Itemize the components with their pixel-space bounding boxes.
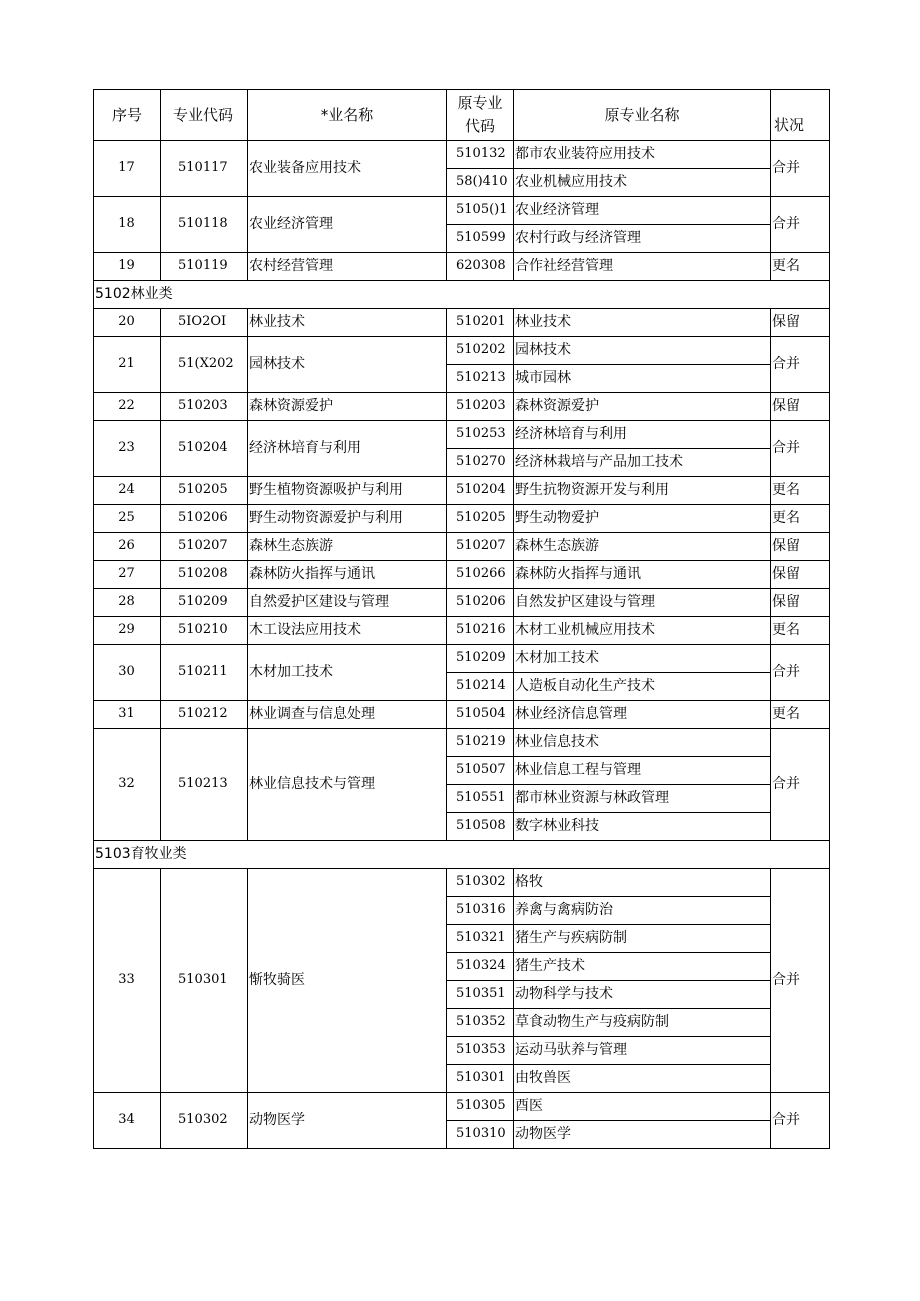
table-rule-vertical [93,89,94,140]
row-program-name: 惭牧骑医 [249,972,305,988]
orig-name: 木材加工技术 [515,650,599,666]
table-rule-horizontal [446,812,771,813]
table-rule-vertical [160,728,161,840]
table-rule-vertical [446,532,447,560]
table-rule-vertical [770,588,771,616]
table-rule-vertical [829,280,830,308]
row-status: 合并 [772,1112,800,1128]
table-rule-vertical [829,840,830,868]
row-program-name: 林业技术 [249,314,305,330]
table-rule-horizontal [93,728,830,729]
table-rule-horizontal [446,168,771,169]
orig-name: 野生动物爱护 [515,510,599,526]
row-seq: 32 [118,776,135,791]
orig-code: 510206 [456,594,506,609]
header-orig-code-line1: 原专业 [457,94,503,112]
row-code: 510205 [178,482,228,497]
table-rule-vertical [513,476,514,504]
orig-name: 园林技术 [515,342,571,358]
table-rule-vertical [829,616,830,644]
table-rule-horizontal [446,896,771,897]
table-rule-horizontal [446,224,771,225]
table-rule-vertical [513,532,514,560]
header-name: *业名称 [320,106,374,124]
row-code: 510211 [178,664,228,679]
orig-name: 农业机械应用技术 [515,174,627,190]
table-rule-vertical [247,700,248,728]
row-seq: 31 [118,706,135,721]
row-status: 保留 [772,314,800,330]
orig-name: 自然发护区建设与管理 [515,594,655,610]
row-status: 合并 [772,160,800,176]
table-rule-vertical [446,476,447,504]
row-code: 510212 [178,706,228,721]
row-seq: 19 [118,258,135,273]
table-rule-vertical [160,700,161,728]
table-rule-vertical [829,1092,830,1148]
row-seq: 24 [118,482,135,497]
orig-code: 620308 [456,258,506,273]
table-rule-vertical [160,420,161,476]
row-seq: 23 [118,440,135,455]
orig-code: 510504 [456,706,506,721]
table-rule-vertical [160,504,161,532]
table-rule-vertical [513,616,514,644]
table-rule-vertical [770,560,771,588]
orig-code: 510216 [456,622,506,637]
row-status: 合并 [772,664,800,680]
orig-code: 510599 [456,230,506,245]
table-rule-vertical [770,308,771,336]
orig-code: 510213 [456,370,506,385]
header-code: 专业代码 [172,106,233,124]
orig-code: 510132 [456,146,506,161]
row-program-name: 森林防火指挥与通讯 [249,566,375,582]
table-rule-vertical [247,420,248,476]
row-seq: 26 [118,538,135,553]
table-rule-vertical [446,252,447,280]
table-rule-vertical [160,476,161,504]
table-rule-horizontal [446,672,771,673]
table-rule-vertical [770,392,771,420]
table-rule-horizontal [93,308,830,309]
row-program-name: 园林技术 [249,356,305,372]
row-code: 510213 [178,776,228,791]
table-rule-vertical [446,560,447,588]
table-rule-vertical [829,504,830,532]
orig-code: 510209 [456,650,506,665]
table-rule-vertical [247,140,248,196]
row-code: 510119 [178,258,228,273]
row-seq: 20 [118,314,135,329]
orig-name: 林业技术 [515,314,571,330]
table-rule-horizontal [93,532,830,533]
table-rule-horizontal [93,588,830,589]
row-status: 更名 [772,258,800,274]
table-rule-vertical [160,392,161,420]
orig-code: 510324 [456,958,506,973]
row-seq: 30 [118,664,135,679]
orig-name: 合作社经营管理 [515,258,613,274]
row-code: 510210 [178,622,228,637]
table-rule-vertical [160,252,161,280]
orig-code: 510266 [456,566,506,581]
orig-name: 森林资源爱护 [515,398,599,414]
table-rule-vertical [247,196,248,252]
table-rule-horizontal [93,644,830,645]
row-code: 510204 [178,440,228,455]
row-program-name: 林业信息技术与管理 [249,776,375,792]
header-orig-code-line2: 代码 [464,117,495,135]
row-status: 保留 [772,538,800,554]
table-rule-horizontal [93,280,830,281]
row-status: 合并 [772,972,800,988]
table-rule-vertical [247,644,248,700]
orig-name: 都市林业资源与林政管理 [515,790,669,806]
orig-code: 510551 [456,790,506,805]
orig-code: 510507 [456,762,506,777]
section-title: 5102林业类 [95,286,173,302]
table-rule-vertical [160,532,161,560]
row-code: 510118 [178,216,228,231]
table-rule-vertical [829,252,830,280]
orig-name: 人造板自动化生产技术 [515,678,655,694]
table-rule-vertical [93,840,94,868]
table-rule-horizontal [93,616,830,617]
row-code: 51(X202 [178,356,234,371]
orig-name: 动物医学 [515,1126,571,1142]
table-rule-vertical [770,252,771,280]
section-title: 5103育牧业类 [95,846,187,862]
orig-code: 510214 [456,678,506,693]
orig-code: 510207 [456,538,506,553]
table-rule-vertical [446,392,447,420]
row-status: 合并 [772,776,800,792]
table-rule-horizontal [93,840,830,841]
orig-name: 森林生态族游 [515,538,599,554]
table-rule-horizontal [446,1064,771,1065]
row-status: 保留 [772,398,800,414]
table-rule-vertical [247,616,248,644]
row-seq: 17 [118,160,135,175]
table-rule-vertical [513,252,514,280]
table-rule-vertical [829,420,830,476]
table-rule-horizontal [446,1036,771,1037]
row-code: 510117 [178,160,228,175]
row-seq: 22 [118,398,135,413]
table-rule-vertical [446,700,447,728]
table-rule-vertical [160,196,161,252]
orig-code: 510351 [456,986,506,1001]
table-rule-vertical [160,1092,161,1148]
table-rule-horizontal [93,89,830,90]
row-code: 510209 [178,594,228,609]
table-rule-horizontal [446,924,771,925]
table-rule-vertical [247,504,248,532]
table-rule-vertical [513,308,514,336]
table-rule-vertical [160,588,161,616]
orig-code: 510305 [456,1098,506,1113]
orig-code: 510270 [456,454,506,469]
table-rule-horizontal [93,392,830,393]
orig-code: 510203 [456,398,506,413]
table-rule-vertical [160,560,161,588]
table-rule-vertical [829,700,830,728]
table-rule-vertical [247,532,248,560]
orig-code: 510219 [456,734,506,749]
table-rule-horizontal [93,504,830,505]
row-seq: 28 [118,594,135,609]
table-rule-horizontal [93,140,830,141]
row-seq: 34 [118,1112,135,1127]
row-status: 更名 [772,622,800,638]
table-rule-horizontal [446,952,771,953]
row-program-name: 木工设法应用技术 [249,622,361,638]
orig-name: 农业经济管理 [515,202,599,218]
orig-name: 动物科学与技术 [515,986,613,1002]
table-rule-horizontal [446,364,771,365]
row-status: 合并 [772,440,800,456]
table-rule-vertical [829,89,830,140]
table-rule-vertical [446,588,447,616]
table-rule-horizontal [446,1120,771,1121]
table-rule-vertical [513,504,514,532]
table-rule-vertical [160,868,161,1092]
table-rule-vertical [247,89,248,140]
table-rule-vertical [93,280,94,308]
orig-name: 农村行政与经济管理 [515,230,641,246]
header-seq: 序号 [111,106,142,124]
table-rule-horizontal [446,784,771,785]
table-rule-vertical [513,588,514,616]
orig-code: 510204 [456,482,506,497]
orig-name: 经济林栽培与产品加工技术 [515,454,683,470]
orig-name: 经济林培育与利用 [515,426,627,442]
orig-code: 510202 [456,342,506,357]
table-rule-vertical [829,868,830,1092]
table-rule-vertical [247,308,248,336]
orig-code: 510301 [456,1070,506,1085]
header-orig-name: 原专业名称 [604,106,680,124]
table-rule-horizontal [93,252,830,253]
table-rule-horizontal [93,1092,830,1093]
table-rule-vertical [247,560,248,588]
orig-name: 森林防火指挥与通讯 [515,566,641,582]
table-rule-vertical [247,252,248,280]
table-rule-vertical [513,560,514,588]
table-rule-vertical [160,140,161,196]
orig-code: 510353 [456,1042,506,1057]
table-rule-vertical [829,392,830,420]
table-rule-vertical [446,616,447,644]
orig-name: 格牧 [515,874,543,890]
table-rule-vertical [513,700,514,728]
table-rule-vertical [770,504,771,532]
table-rule-vertical [829,196,830,252]
table-rule-horizontal [446,448,771,449]
row-status: 保留 [772,594,800,610]
orig-name: 猪生产与疾病防制 [515,930,627,946]
table-rule-vertical [160,644,161,700]
table-rule-vertical [446,89,447,140]
row-program-name: 经济林培育与利用 [249,440,361,456]
row-code: 510301 [178,972,228,987]
row-status: 合并 [772,216,800,232]
row-program-name: 野生植物资源吸护与利用 [249,482,403,498]
row-seq: 33 [118,972,135,987]
row-program-name: 森林生态族游 [249,538,333,554]
orig-code: 510310 [456,1126,506,1141]
orig-name: 城市园林 [515,370,571,386]
row-code: 510208 [178,566,228,581]
table-rule-horizontal [446,1008,771,1009]
table-rule-vertical [160,336,161,392]
table-rule-vertical [513,89,514,140]
table-rule-horizontal [93,420,830,421]
orig-code: 58()410 [456,174,508,189]
orig-name: 猪生产技术 [515,958,585,974]
row-status: 更名 [772,482,800,498]
orig-name: 林业信息工程与管理 [515,762,641,778]
orig-name: 酉医 [515,1098,543,1114]
row-status: 更名 [772,510,800,526]
orig-name: 草食动物生产与疫病防制 [515,1014,669,1030]
table-rule-vertical [247,588,248,616]
row-code: 5IO2OI [178,314,227,329]
table-rule-vertical [446,308,447,336]
row-program-name: 农业装备应用技术 [249,160,361,176]
orig-name: 运动马驮养与管理 [515,1042,627,1058]
row-program-name: 自然爱护区建设与管理 [249,594,389,610]
table-rule-horizontal [93,868,830,869]
table-rule-vertical [770,476,771,504]
row-seq: 27 [118,566,135,581]
table-rule-horizontal [446,980,771,981]
table-rule-vertical [247,728,248,840]
orig-name: 野生抗物资源开发与利用 [515,482,669,498]
table-rule-vertical [829,308,830,336]
orig-code: 510321 [456,930,506,945]
orig-code: 510316 [456,902,506,917]
row-seq: 25 [118,510,135,525]
orig-name: 养禽与禽病防治 [515,902,613,918]
table-rule-vertical [247,868,248,1092]
row-status: 合并 [772,356,800,372]
table-rule-vertical [770,532,771,560]
orig-code: 510302 [456,874,506,889]
table-rule-horizontal [93,476,830,477]
table-rule-vertical [247,476,248,504]
table-rule-vertical [247,1092,248,1148]
header-status: 状况 [773,116,804,134]
table-rule-vertical [247,336,248,392]
orig-name: 数字林业科技 [515,818,599,834]
orig-code: 510201 [456,314,506,329]
table-rule-horizontal [93,336,830,337]
row-code: 510206 [178,510,228,525]
table-rule-horizontal [93,1148,830,1149]
row-program-name: 动物医学 [249,1112,305,1128]
row-seq: 29 [118,622,135,637]
table-rule-vertical [160,308,161,336]
table-rule-vertical [829,588,830,616]
table-rule-vertical [770,616,771,644]
orig-code: 510205 [456,510,506,525]
row-program-name: 林业调查与信息处理 [249,706,375,722]
row-program-name: 农业经济管理 [249,216,333,232]
orig-name: 林业经济信息管理 [515,706,627,722]
orig-code: 510253 [456,426,506,441]
table-rule-vertical [770,89,771,140]
orig-code: 510352 [456,1014,506,1029]
orig-name: 林业信息技术 [515,734,599,750]
orig-code: 510508 [456,818,506,833]
row-status: 更名 [772,706,800,722]
orig-name: 都市农业装符应用技术 [515,146,655,162]
orig-code: 5105()1 [456,202,508,217]
row-program-name: 农村经营管理 [249,258,333,274]
table-rule-vertical [829,728,830,840]
table-rule-vertical [829,532,830,560]
orig-name: 木材工业机械应用技术 [515,622,655,638]
table-rule-vertical [829,476,830,504]
row-seq: 21 [118,356,135,371]
row-program-name: 木材加工技术 [249,664,333,680]
orig-name: 由牧兽医 [515,1070,571,1086]
table-rule-horizontal [93,196,830,197]
table-rule-vertical [829,644,830,700]
table-rule-horizontal [446,756,771,757]
table-rule-horizontal [93,700,830,701]
row-code: 510203 [178,398,228,413]
table-rule-vertical [829,560,830,588]
row-code: 510207 [178,538,228,553]
table-rule-horizontal [93,560,830,561]
table-rule-vertical [513,392,514,420]
row-seq: 18 [118,216,135,231]
table-rule-vertical [770,700,771,728]
table-rule-vertical [247,392,248,420]
row-program-name: 森林资源爱护 [249,398,333,414]
row-code: 510302 [178,1112,228,1127]
row-status: 保留 [772,566,800,582]
table-rule-vertical [446,504,447,532]
table-rule-vertical [829,140,830,196]
row-program-name: 野生动物资源爱护与利用 [249,510,403,526]
table-rule-vertical [829,336,830,392]
table-rule-vertical [160,89,161,140]
table-rule-vertical [160,616,161,644]
